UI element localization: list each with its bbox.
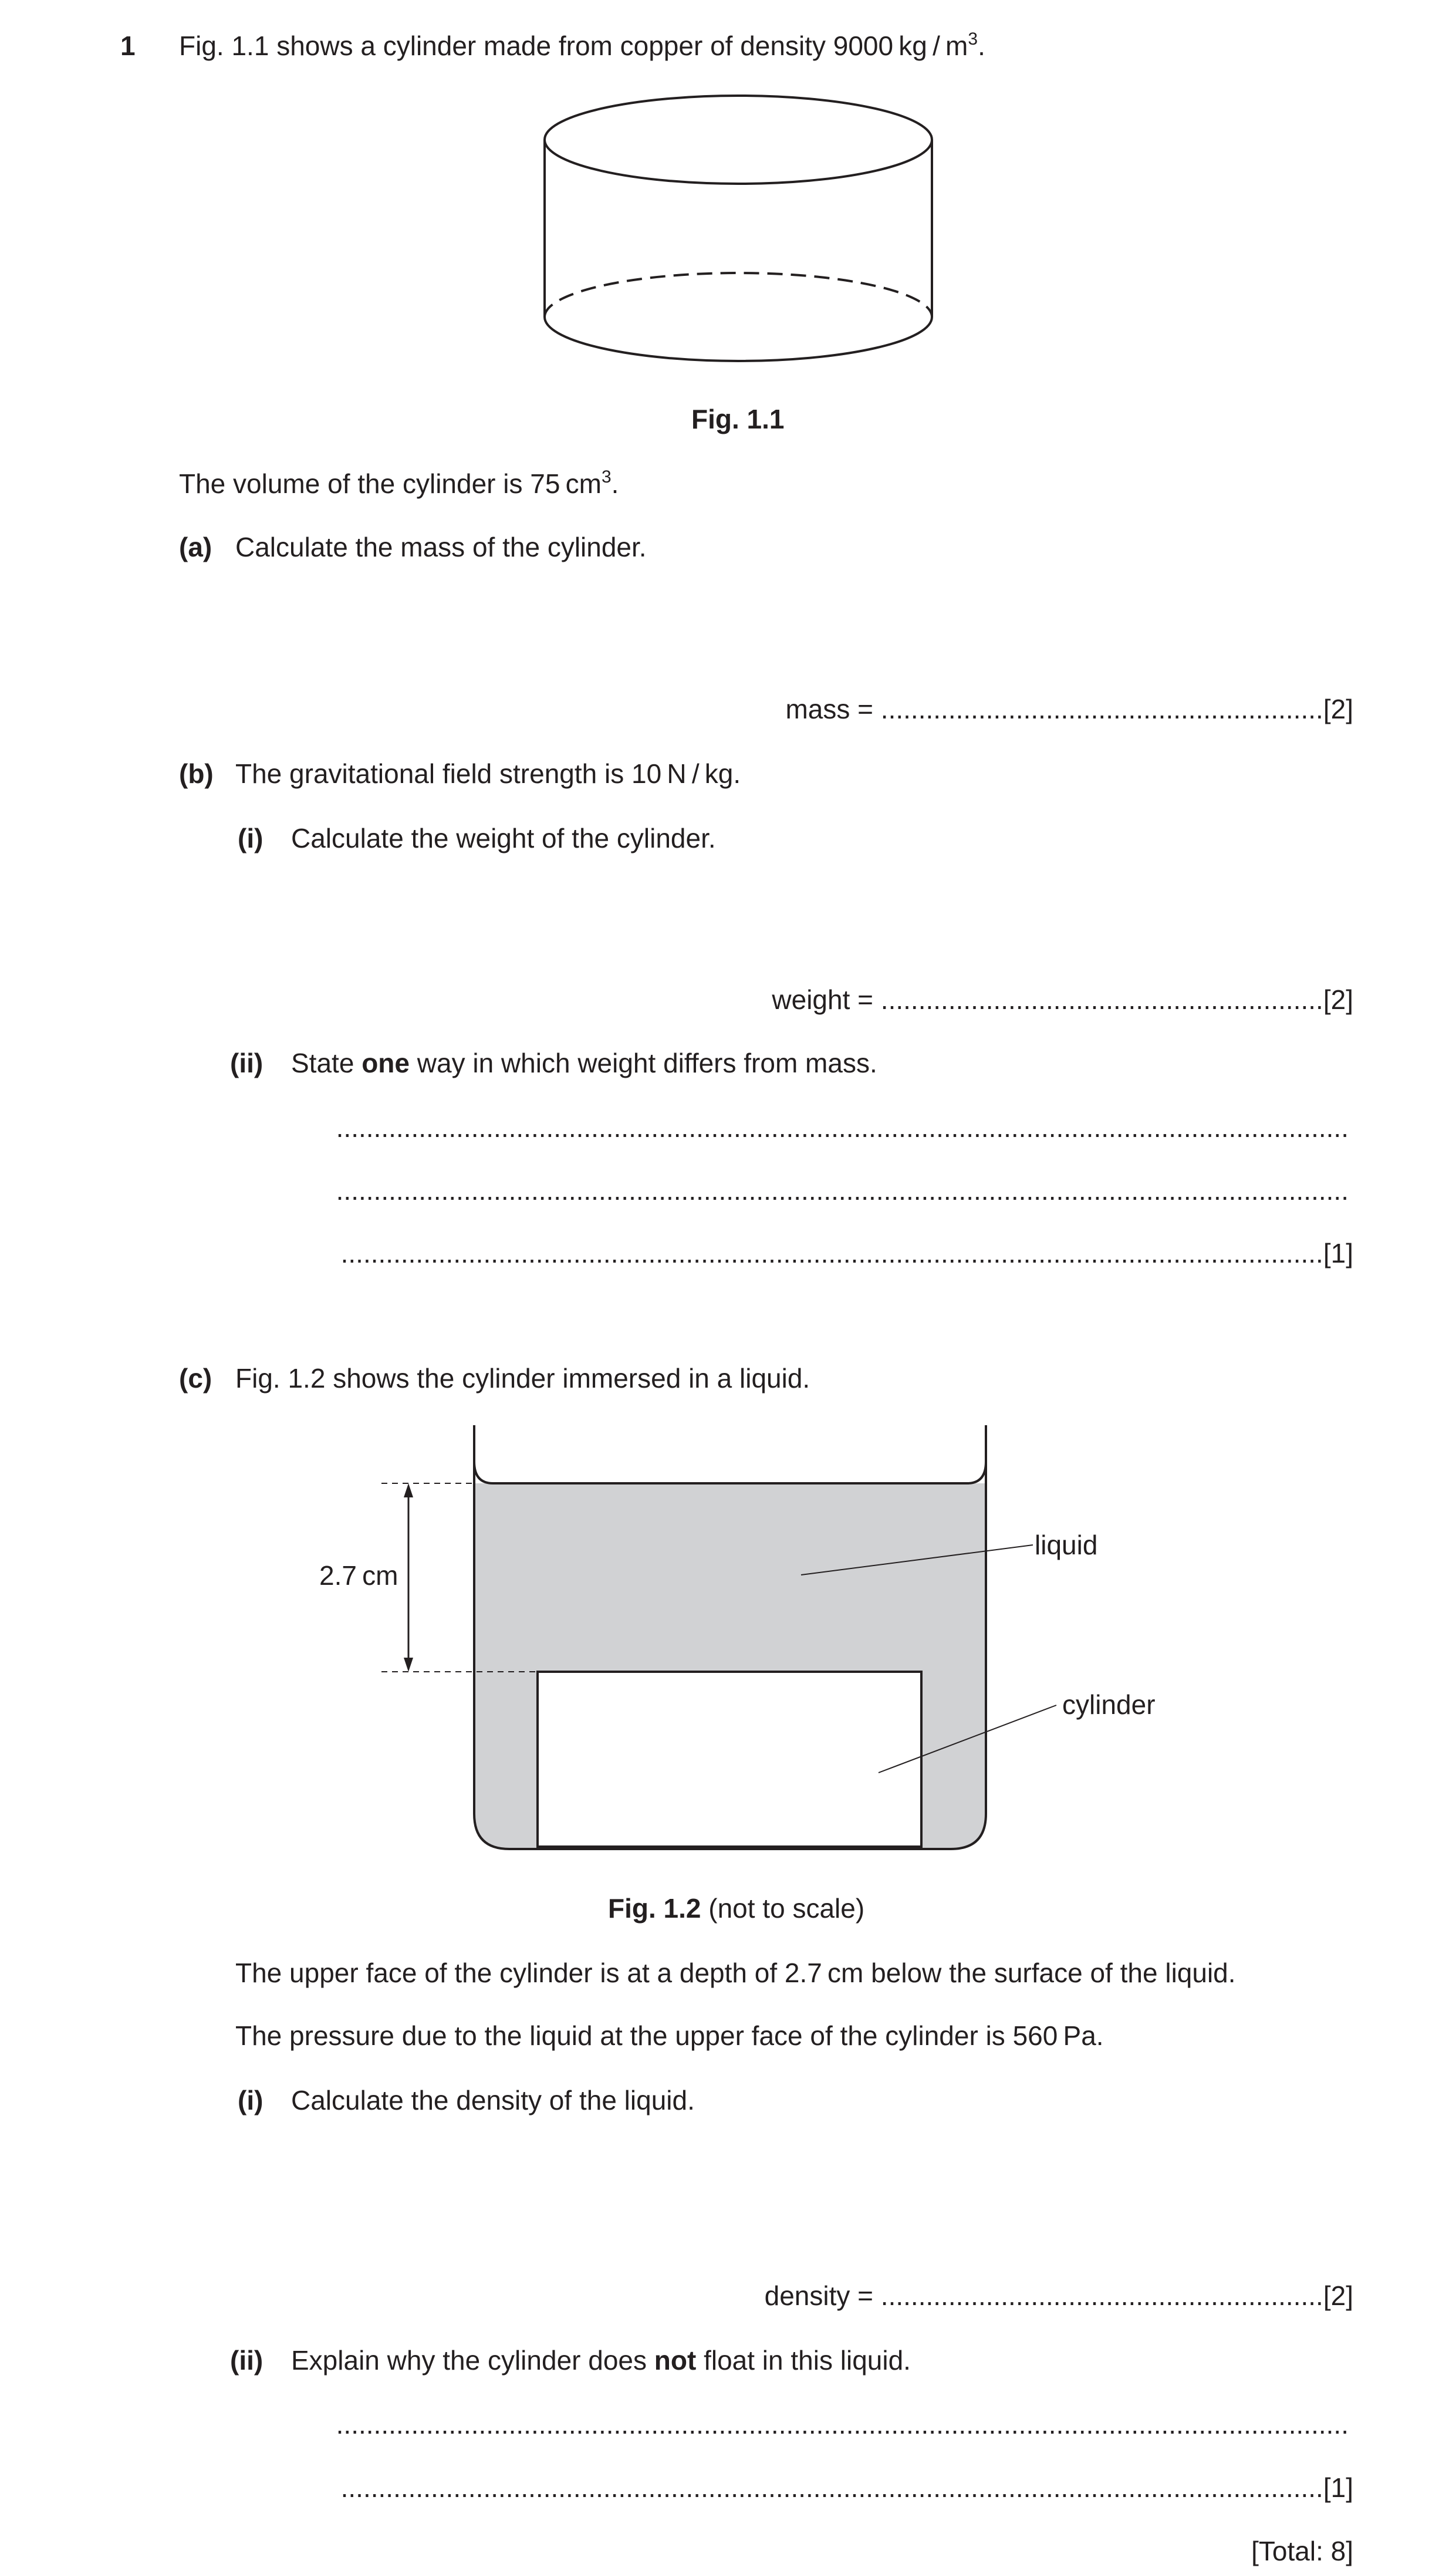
question-number: 1 <box>120 31 136 61</box>
mass-marks: [2] <box>1323 694 1353 724</box>
part-c-para-2: The pressure due to the liquid at the upper face of the cylinder is 560 Pa. <box>235 2020 1104 2051</box>
part-b-ii-label: (ii) <box>230 1048 264 1078</box>
part-b-ii-text-end: way in which weight differs from mass. <box>409 1048 877 1078</box>
part-c-ii-text <box>291 2344 911 2377</box>
fig2-liquid-surface <box>474 1462 986 1483</box>
density-answer-line[interactable]: ........................................................... <box>880 2280 1323 2311</box>
part-c-text: Fig. 1.2 shows the cylinder immersed in a liquid. <box>235 1363 810 1394</box>
part-c-ii-text-start: Explain why the cylinder does <box>291 2345 654 2376</box>
part-c-ii-text-bold: not <box>654 2345 697 2376</box>
weight-answer-label: weight = <box>772 984 881 1015</box>
total-marks: [Total: 8] <box>1251 2536 1353 2566</box>
part-a-text: Calculate the mass of the cylinder. <box>235 532 647 562</box>
part-c-ii-marks: [1] <box>1323 2472 1353 2503</box>
part-b-i-label: (i) <box>238 823 264 853</box>
part-b-ii-answer-line-2[interactable]: ....................................................................................................................................... <box>336 1175 1349 1206</box>
fig2-depth-arrow-bottom <box>404 1658 413 1672</box>
fig2-cylinder-label: cylinder <box>1062 1689 1156 1720</box>
volume-sup: 3 <box>601 467 612 487</box>
fig2-depth-label: 2.7 cm <box>319 1560 398 1591</box>
part-b-ii-answer-line-3-dots[interactable]: ................................................................................................................................... <box>340 1238 1323 1268</box>
weight-answer-line[interactable]: ........................................................... <box>880 984 1323 1015</box>
density-answer-label: density = <box>764 2280 881 2311</box>
part-c-i-label: (i) <box>238 2085 264 2115</box>
part-c-label: (c) <box>179 1363 212 1394</box>
fig2-caption-rest: (not to scale) <box>701 1893 865 1924</box>
part-b-i-text: Calculate the weight of the cylinder. <box>291 823 716 853</box>
part-b-ii-answer-line-1[interactable]: ....................................................................................................................................... <box>336 1112 1349 1143</box>
part-b-ii-text-start: State <box>291 1048 362 1078</box>
part-c-ii-answer-line-2[interactable] <box>341 2471 1353 2504</box>
part-b-ii-text-bold: one <box>362 1048 410 1078</box>
part-c-para-1: The upper face of the cylinder is at a depth of 2.7 cm below the surface of the liquid. <box>235 1958 1236 1988</box>
part-c-ii-answer-line-1[interactable]: ....................................................................................................................................... <box>336 2409 1349 2440</box>
density-answer-row[interactable] <box>765 2279 1353 2312</box>
question-intro-end: . <box>978 31 985 61</box>
fig2-liquid-label: liquid <box>1035 1530 1098 1560</box>
part-a-label: (a) <box>179 532 212 562</box>
volume-end: . <box>611 468 619 499</box>
fig2-caption <box>608 1892 864 1925</box>
fig1-caption: Fig. 1.1 <box>691 404 785 434</box>
part-c-ii-label: (ii) <box>230 2345 264 2376</box>
volume-text: The volume of the cylinder is 75 cm <box>179 468 602 499</box>
fig2-depth-arrow-top <box>404 1483 413 1497</box>
fig2-cylinder <box>538 1672 921 1847</box>
mass-answer-label: mass = <box>785 694 881 724</box>
part-b-label: (b) <box>179 758 214 789</box>
question-intro-text: Fig. 1.1 shows a cylinder made from copper of density 9000 kg / m <box>179 31 968 61</box>
part-b-ii-marks: [1] <box>1323 1238 1353 1268</box>
part-c-ii-answer-line-2-dots[interactable]: ................................................................................................................................... <box>340 2472 1323 2503</box>
part-c-i-text: Calculate the density of the liquid. <box>291 2085 695 2115</box>
density-marks: [2] <box>1323 2280 1353 2311</box>
question-intro-sup: 3 <box>968 29 978 49</box>
mass-answer-line[interactable]: ........................................................... <box>880 694 1323 724</box>
fig2-caption-bold: Fig. 1.2 <box>608 1893 701 1924</box>
part-c-ii-text-end: float in this liquid. <box>696 2345 911 2376</box>
weight-marks: [2] <box>1323 984 1353 1015</box>
part-b-text: The gravitational field strength is 10 N / kg. <box>235 758 741 789</box>
